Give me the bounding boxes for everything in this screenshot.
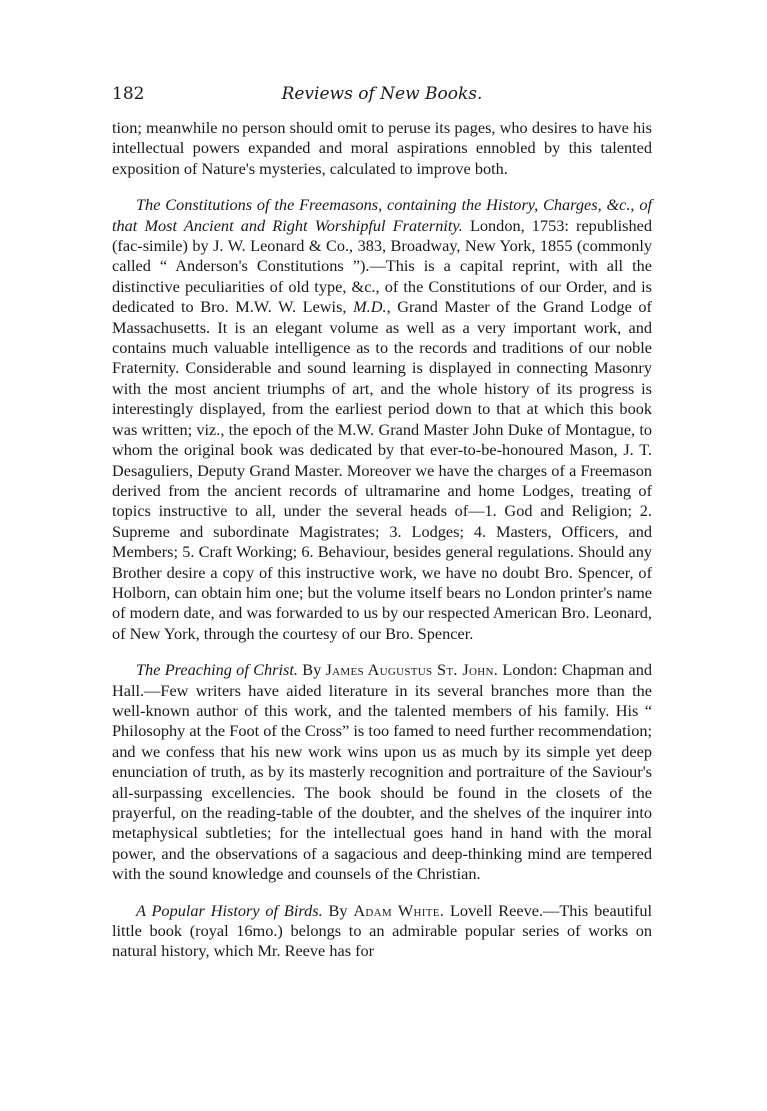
page-number: 182: [112, 84, 145, 104]
degree-md: M.D.: [353, 297, 387, 317]
continuation-paragraph: tion; meanwhile no person should omit to peruse its pages, who desires to have his intellectual powers expanded and moral aspirations ennobled by this talented exposition of Nature's mysteries, calculated to improve both.: [112, 118, 652, 178]
review-constitutions: [112, 195, 652, 644]
review-author: Adam White.: [353, 900, 445, 920]
review-title: The Preaching of Christ.: [136, 660, 298, 680]
review-by: By: [302, 660, 322, 680]
page-header: [112, 84, 652, 106]
review-text: London: Chapman and Hall.—Few writers have aided literature in its several branches more than the well-known author of this work, and the talented members of his family. His “ Philosophy at the Foot of the Cross” is too famed to need further recommendation; and we confess that his new work wins upon us as much by its simple yet deep enunciation of truth, as by its masterly recognition and portraiture of the Saviour's all-surpassing excellencies. The book should be found in the closets of the prayerful, on the reading-table of the doubter, and the shelves of the inquirer into metaphysical subtleties; for the intellectual goes hand in hand with the moral power, and the observations of a sagacious and deep-thinking mind are tempered with the sound knowledge and counsels of the Christian.: [112, 660, 652, 884]
review-text: , Grand Master of the Grand Lodge of Massachusetts. It is an elegant volume as well as a very important work, and contains much valuable intelligence as to the records and traditions of our noble Fraternity. Considerable and sound learning is displayed in connecting Masonry with the most ancient triumphs of art, and the whole history of its progress is interestingly displayed, from the earliest period down to that at which this book was written; viz., the epoch of the M.W. Grand Master John Duke of Montague, to whom the original book was dedicated by that ever-to-be-honoured Mason, J. T. Desaguliers, Deputy Grand Master. Moreover we have the charges of a Freemason derived from the ancient records of ultramarine and home Lodges, treating of topics instructive to all, under the several heads of—1. God and Religion; 2. Supreme and subordinate Magistrates; 3. Lodges; 4. Masters, Officers, and Members; 5. Craft Working; 6. Behaviour, besides general regulations. Should any Brother desire a copy of this instructive work, we have no doubt Bro. Spencer, of Holborn, can obtain him one; but the volume itself bears no London printer's name of modern date, and was forwarded to us by our respected American Bro. Leonard, of New York, through the courtesy of our Bro. Spencer.: [112, 297, 652, 643]
review-title: A Popular History of Birds.: [136, 900, 323, 920]
review-title: The Constitutions of the Freemasons, containing the History, Charges, &c., of that Most Ancient and Right Worshipful Fraternity.: [112, 195, 652, 235]
review-text: London, 1753: republished (fac-simile) by J. W. Leonard & Co., 383, Broadway, New York, 1855 (commonly called “ Anderson's Constitutions ”).—This is a capital reprint, with all the distinctive peculiarities of old type, &c., of the Constitutions of our Order, and is dedicated to Bro. M.W. W. Lewis,: [112, 215, 652, 317]
running-title: Reviews of New Books.: [281, 84, 483, 104]
review-author: James Augustus St. John.: [325, 660, 499, 680]
review-by: By: [328, 900, 348, 920]
page-body: [112, 118, 652, 962]
review-preaching-of-christ: [112, 660, 652, 884]
review-text: Lovell Reeve.—This beautiful little book (royal 16mo.) belongs to an admirable popular series of works on natural history, which Mr. Reeve has for: [112, 900, 652, 961]
review-history-of-birds: [112, 901, 652, 962]
